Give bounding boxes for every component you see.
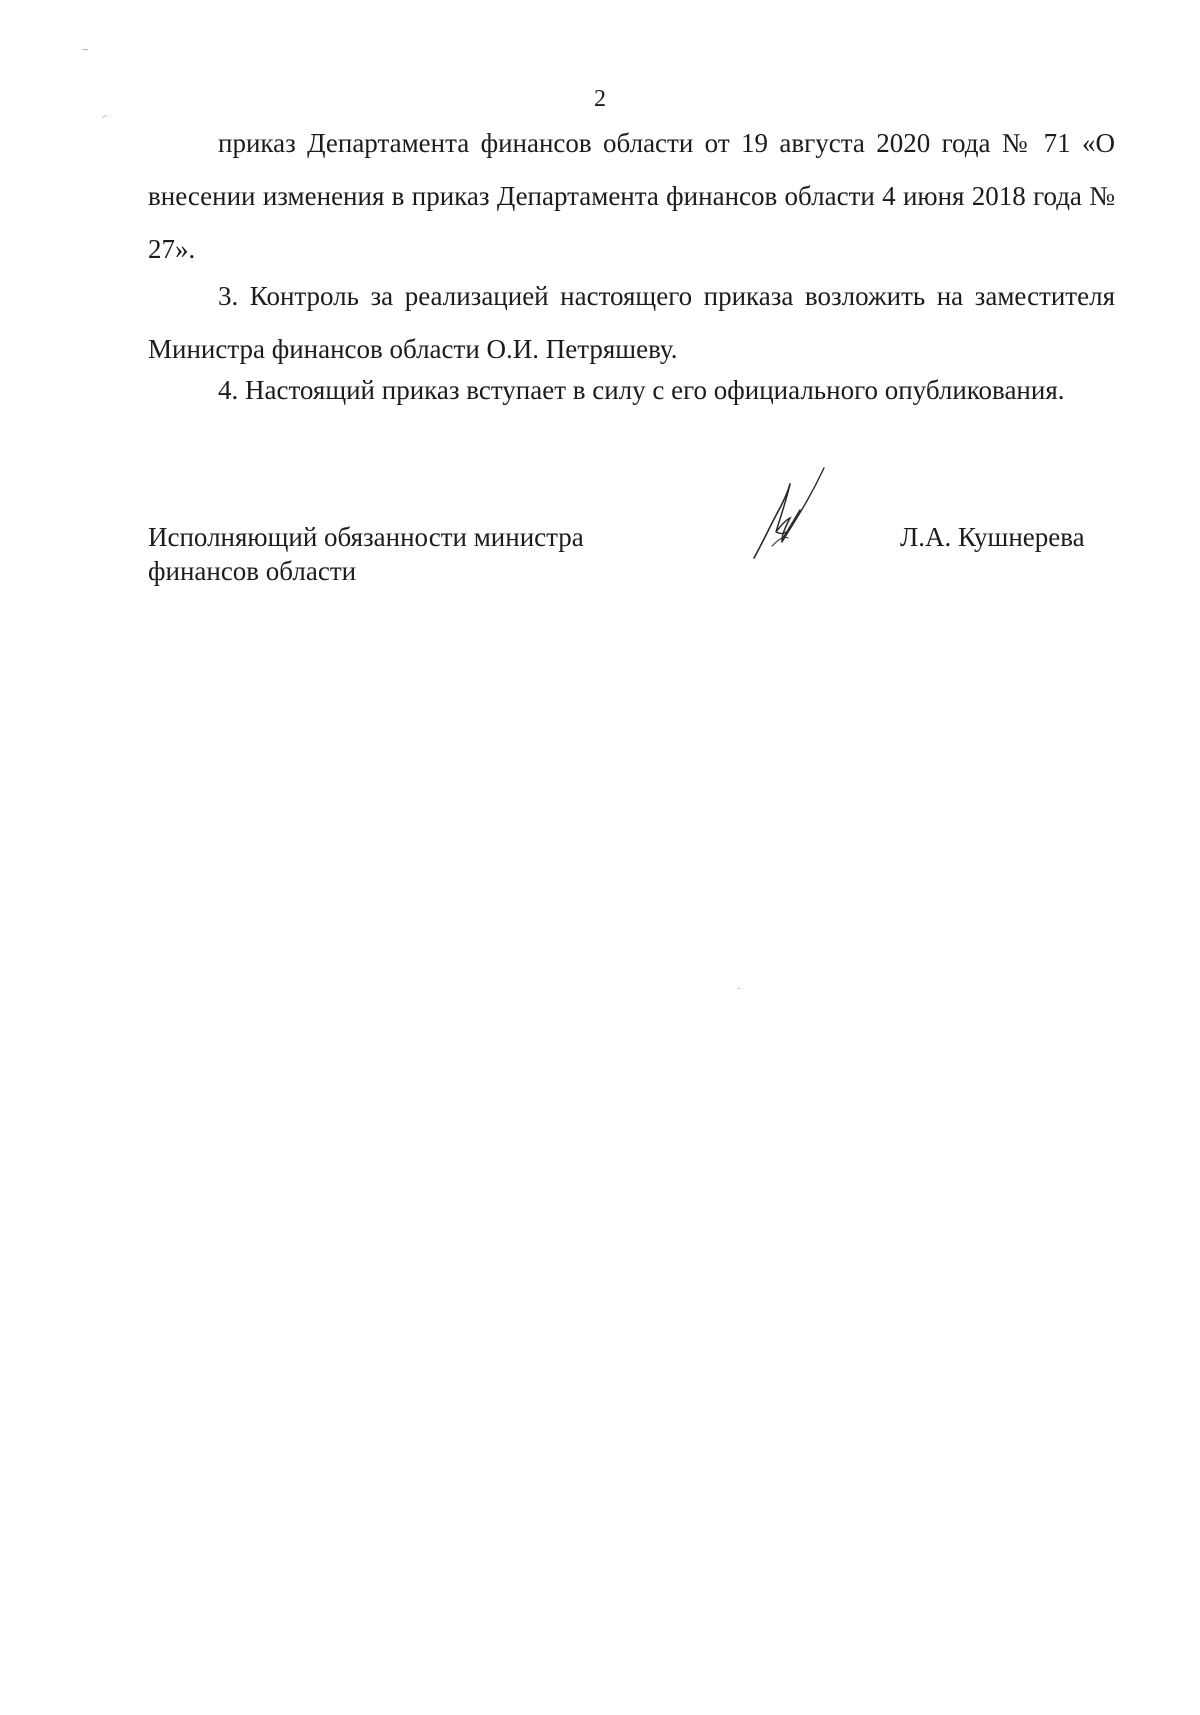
paragraph-amended-order: приказ Департамента финансов области от 19 августа 2020 года № 71 «О внесении изменения в приказ Департамента финансов области 4 июня 2018 года № 27».	[148, 128, 1115, 264]
scan-speck	[82, 49, 88, 50]
signatory-title	[148, 520, 668, 588]
paragraph-control-clause: 3. Контроль за реализацией настоящего приказа возложить на заместителя Министра финансов области О.И. Петряшеву.	[148, 281, 1115, 364]
page-number: 2	[594, 86, 606, 112]
signatory-name: Л.А. Кушнерева	[900, 522, 1085, 552]
scan-speck	[102, 115, 107, 118]
signatory-title-line: финансов области	[148, 556, 357, 586]
paragraph-effective-clause: 4. Настоящий приказ вступает в силу с его официального опубликования.	[218, 375, 1065, 405]
signatory-title-line: Исполняющий обязанности министра	[148, 522, 584, 552]
scan-speck	[738, 988, 740, 989]
handwritten-signature	[752, 462, 852, 572]
